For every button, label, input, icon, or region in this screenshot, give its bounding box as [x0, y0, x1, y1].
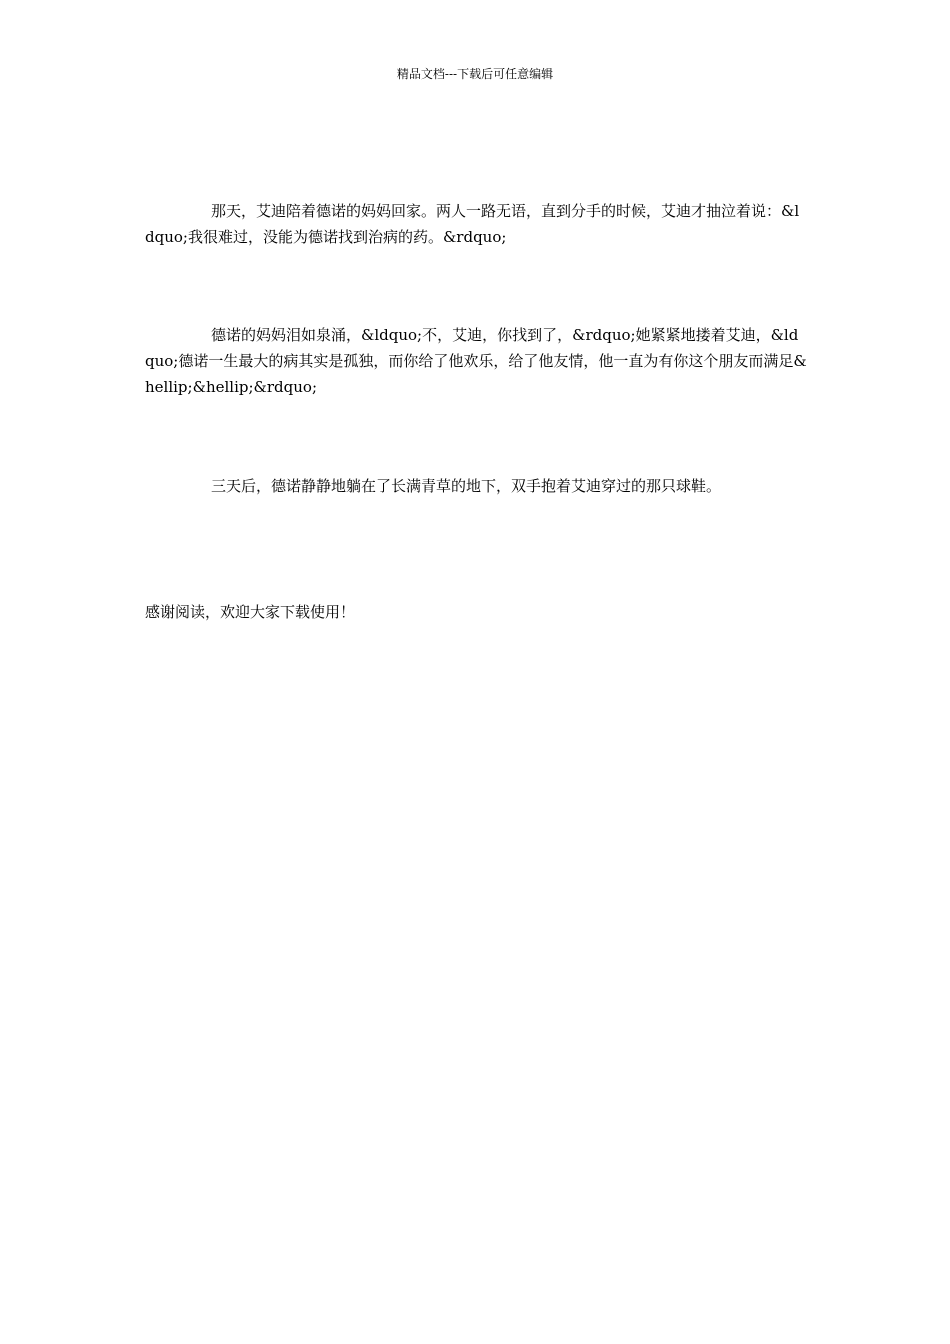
paragraph-3: 三天后，德诺静静地躺在了长满青草的地下，双手抱着艾迪穿过的那只球鞋。 — [211, 477, 722, 495]
paragraph-1: 那天，艾迪陪着德诺的妈妈回家。两人一路无语，直到分手的时候，艾迪才抽泣着说：&ldquo;我很难过，没能为德诺找到治病的药。&rdquo; — [145, 202, 800, 246]
paragraph-2: 德诺的妈妈泪如泉涌，&ldquo;不，艾迪，你找到了，&rdquo;她紧紧地搂着艾迪，&ldquo;德诺一生最大的病其实是孤独，而你给了他欢乐，给了他友情，他一直为有你这个朋友而满足&hellip;&hellip;&rdquo; — [145, 326, 807, 396]
closing-text: 感谢阅读，欢迎大家下载使用！ — [145, 603, 356, 621]
page-header: 精品文档---下载后可任意编辑 — [396, 67, 554, 81]
